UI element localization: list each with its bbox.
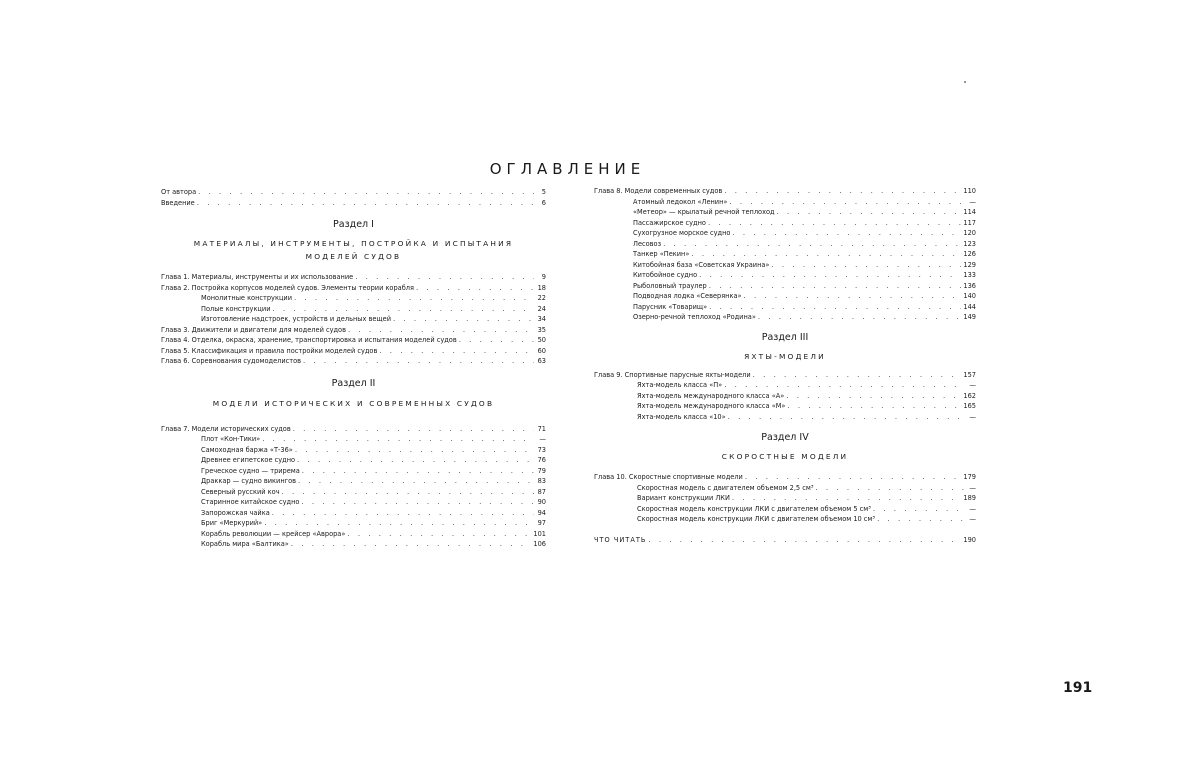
entry-label: Скоростная модель конструкции ЛКИ с двигателем объемом 5 см³ xyxy=(637,504,871,513)
entry-page: — xyxy=(969,197,976,206)
entry-label: Глава 1. Материалы, инструменты и их использование xyxy=(161,273,354,281)
toc-entry xyxy=(594,186,976,197)
toc-entry xyxy=(594,370,976,381)
entry-page: 60 xyxy=(537,346,546,355)
entry-page: 50 xyxy=(537,336,546,344)
entry-label: Глава 9. Спортивные парусные яхты-модели xyxy=(594,370,751,379)
entry-label: Скоростная модель конструкции ЛКИ с двигателем объемом 10 см³ xyxy=(637,515,876,523)
toc-entry xyxy=(594,249,976,260)
entry-label: Корабль революции — крейсер «Аврора» xyxy=(201,529,346,538)
toc-right-column xyxy=(594,186,976,545)
entry-label: Глава 10. Скоростные спортивные модели xyxy=(594,473,743,481)
toc-entry xyxy=(594,218,976,229)
entry-page: 179 xyxy=(963,473,976,481)
section1-entries xyxy=(161,272,546,367)
toc-entry xyxy=(594,493,976,504)
toc-entry xyxy=(594,228,976,239)
entry-page: — xyxy=(539,435,546,443)
section-title: Раздел I xyxy=(333,219,374,230)
entry-label: Монолитные конструкции xyxy=(201,294,293,302)
toc-entry xyxy=(594,514,976,525)
section4-entries xyxy=(594,472,976,525)
toc-entry xyxy=(594,391,976,402)
entry-page: 144 xyxy=(963,302,976,311)
entry-page: 76 xyxy=(537,456,546,464)
toc-entry xyxy=(594,291,976,302)
entry-page: 117 xyxy=(963,218,976,227)
entry-page: 94 xyxy=(537,508,546,517)
toc-entry xyxy=(161,445,546,456)
entry-page: 79 xyxy=(537,466,546,475)
entry-label: Старинное китайское судно xyxy=(201,498,300,506)
entry-page: 129 xyxy=(963,260,976,269)
page-title: ОГЛАВЛЕНИЕ xyxy=(489,160,646,178)
entry-page: 18 xyxy=(537,283,546,292)
toc-entry xyxy=(594,380,976,391)
entry-label: Подводная лодка «Северянка» xyxy=(633,292,742,300)
entry-page: 63 xyxy=(537,357,546,365)
entry-label: От автора xyxy=(161,188,197,196)
entry-label: Глава 3. Движители и двигатели для моделей судов xyxy=(161,325,346,334)
entry-label: Атомный ледокол «Ленин» xyxy=(633,197,728,206)
entry-page: 133 xyxy=(963,271,976,279)
entry-label: Лесовоз xyxy=(633,239,662,248)
entry-label: Северный русский коч xyxy=(201,487,280,496)
toc-entry xyxy=(161,497,546,508)
entry-page: 35 xyxy=(537,325,546,334)
entry-page: 106 xyxy=(533,540,546,548)
entry-label: ЧТО ЧИТАТЬ xyxy=(594,535,647,544)
entry-label: Сухогрузное морское судно xyxy=(633,229,731,237)
entry-label: Пассажирское судно xyxy=(633,218,706,227)
toc-entry xyxy=(161,356,546,367)
entry-page: 114 xyxy=(963,208,976,216)
toc-entry xyxy=(594,472,976,483)
entry-page: 83 xyxy=(537,477,546,485)
entry-label: «Метеор» — крылатый речной теплоход xyxy=(633,208,775,216)
toc-entry xyxy=(161,455,546,466)
toc-entry xyxy=(161,314,546,325)
toc-entry xyxy=(161,187,546,198)
toc-entry xyxy=(161,283,546,294)
entry-label: Бриг «Меркурий» xyxy=(201,519,263,527)
section-title: Раздел IV xyxy=(761,432,809,443)
toc-entry xyxy=(594,312,976,323)
entry-label: Изготовление надстроек, устройств и дельных вещей xyxy=(201,315,391,323)
entry-label: Яхта-модель международного класса «А» xyxy=(637,391,785,400)
entry-page: 189 xyxy=(963,494,976,502)
toc-entry xyxy=(161,434,546,445)
entry-page: 22 xyxy=(537,294,546,302)
entry-page: 126 xyxy=(963,250,976,258)
entry-page: 71 xyxy=(537,424,546,433)
entry-label: Полые конструкции xyxy=(201,304,271,313)
toc-entry xyxy=(161,487,546,498)
entry-page: 136 xyxy=(963,281,976,290)
section-title: Раздел III xyxy=(761,331,809,343)
entry-page: 110 xyxy=(963,187,976,195)
scan-speck xyxy=(964,81,966,83)
entry-page: 123 xyxy=(963,239,976,248)
entry-page: 6 xyxy=(541,198,546,207)
entry-label: Глава 2. Постройка корпусов моделей судов. Элементы теории корабля xyxy=(161,283,414,292)
page-number: 191 xyxy=(1063,680,1093,696)
entry-label: Глава 7. Модели исторических судов xyxy=(161,424,291,433)
entry-label: Рыболовный траулер xyxy=(633,281,707,290)
entry-page: 162 xyxy=(963,391,976,400)
entry-label: Введение xyxy=(161,198,195,207)
entry-label: Запорожская чайка xyxy=(201,508,270,517)
entry-label: Танкер «Пекин» xyxy=(633,250,690,258)
toc-entry xyxy=(594,281,976,292)
entry-label: Драккар — судно викингов xyxy=(201,477,297,485)
entry-page: — xyxy=(969,483,976,492)
toc-entry-read xyxy=(594,535,976,546)
entry-label: Скоростная модель с двигателем объемом 2,5 см³ xyxy=(637,483,814,492)
toc-entry xyxy=(161,466,546,477)
entry-page: 90 xyxy=(537,498,546,506)
entry-label: Глава 5. Классификация и правила постройки моделей судов xyxy=(161,346,378,355)
toc-entry xyxy=(161,304,546,315)
entry-label: Яхта-модель класса «10» xyxy=(637,412,726,421)
toc-entry xyxy=(594,197,976,208)
entry-page: 24 xyxy=(537,304,546,313)
toc-entry xyxy=(161,325,546,336)
section2-entries xyxy=(161,424,546,550)
entry-label: Глава 4. Отделка, окраска, хранение, транспортировка и испытания моделей судов xyxy=(161,336,457,344)
toc-entry xyxy=(161,346,546,357)
toc-entry xyxy=(594,260,976,271)
entry-label: Яхта-модель класса «П» xyxy=(637,381,723,389)
entry-page: 5 xyxy=(541,188,546,196)
entry-page: 34 xyxy=(537,315,546,323)
section-heading: ЯХТЫ-МОДЕЛИ xyxy=(744,351,826,361)
toc-entry xyxy=(161,335,546,346)
entry-page: 165 xyxy=(963,402,976,410)
entry-label: Самоходная баржа «Т-36» xyxy=(201,445,293,454)
entry-label: Плот «Кон-Тики» xyxy=(201,435,261,443)
section-heading: МОДЕЛЕЙ СУДОВ xyxy=(305,252,402,261)
toc-entry xyxy=(594,270,976,281)
entry-page: 87 xyxy=(537,487,546,496)
entry-page: 97 xyxy=(537,519,546,527)
entry-page: — xyxy=(969,412,976,421)
entry-page: 149 xyxy=(963,313,976,321)
entry-page: — xyxy=(969,504,976,513)
toc-entry xyxy=(594,207,976,218)
toc-entry xyxy=(594,504,976,515)
entry-page: 157 xyxy=(963,370,976,379)
entry-page: 9 xyxy=(541,273,546,281)
toc-entry xyxy=(161,424,546,435)
entry-label: Греческое судно — трирема xyxy=(201,466,300,475)
entry-page: — xyxy=(969,515,976,523)
entry-page: 140 xyxy=(963,292,976,300)
toc-entry xyxy=(161,476,546,487)
toc-entry xyxy=(161,508,546,519)
entry-label: Парусник «Товарищ» xyxy=(633,302,708,311)
toc-entry xyxy=(594,239,976,250)
entry-label: Яхта-модель международного класса «М» xyxy=(637,402,786,410)
entry-label: Озерно-речной теплоход «Родина» xyxy=(633,313,756,321)
entry-page: 101 xyxy=(533,529,546,538)
toc-entry xyxy=(594,412,976,423)
entry-page: 120 xyxy=(963,229,976,237)
entry-page: 190 xyxy=(963,535,976,544)
toc-entry xyxy=(161,529,546,540)
toc-entry xyxy=(161,518,546,529)
entry-label: Глава 8. Модели современных судов xyxy=(594,187,723,195)
entry-label: Вариант конструкции ЛКИ xyxy=(637,494,730,502)
toc-entry xyxy=(594,483,976,494)
section-heading: МАТЕРИАЛЫ, ИНСТРУМЕНТЫ, ПОСТРОЙКА И ИСПЫТАНИЯ xyxy=(193,239,514,248)
entry-page: 73 xyxy=(537,445,546,454)
entry-label: Китобойное судно xyxy=(633,271,698,279)
section-heading: СКОРОСТНЫЕ МОДЕЛИ xyxy=(721,452,849,461)
toc-entry xyxy=(161,198,546,209)
toc-entry xyxy=(594,302,976,313)
toc-entry xyxy=(594,401,976,412)
section-title: Раздел II xyxy=(331,377,376,389)
toc-entry xyxy=(161,539,546,550)
section-heading: МОДЕЛИ ИСТОРИЧЕСКИХ И СОВРЕМЕННЫХ СУДОВ xyxy=(212,398,495,408)
entry-label: Глава 6. Соревнования судомоделистов xyxy=(161,357,302,365)
entry-label: Китобойная база «Советская Украина» xyxy=(633,260,770,269)
toc-entry xyxy=(161,272,546,283)
entry-page: — xyxy=(969,381,976,389)
section3-entries xyxy=(594,370,976,423)
entry-label: Корабль мира «Балтика» xyxy=(201,540,289,548)
entry-label: Древнее египетское судно xyxy=(201,456,296,464)
toc-entry xyxy=(161,293,546,304)
toc-left-column xyxy=(161,187,546,550)
